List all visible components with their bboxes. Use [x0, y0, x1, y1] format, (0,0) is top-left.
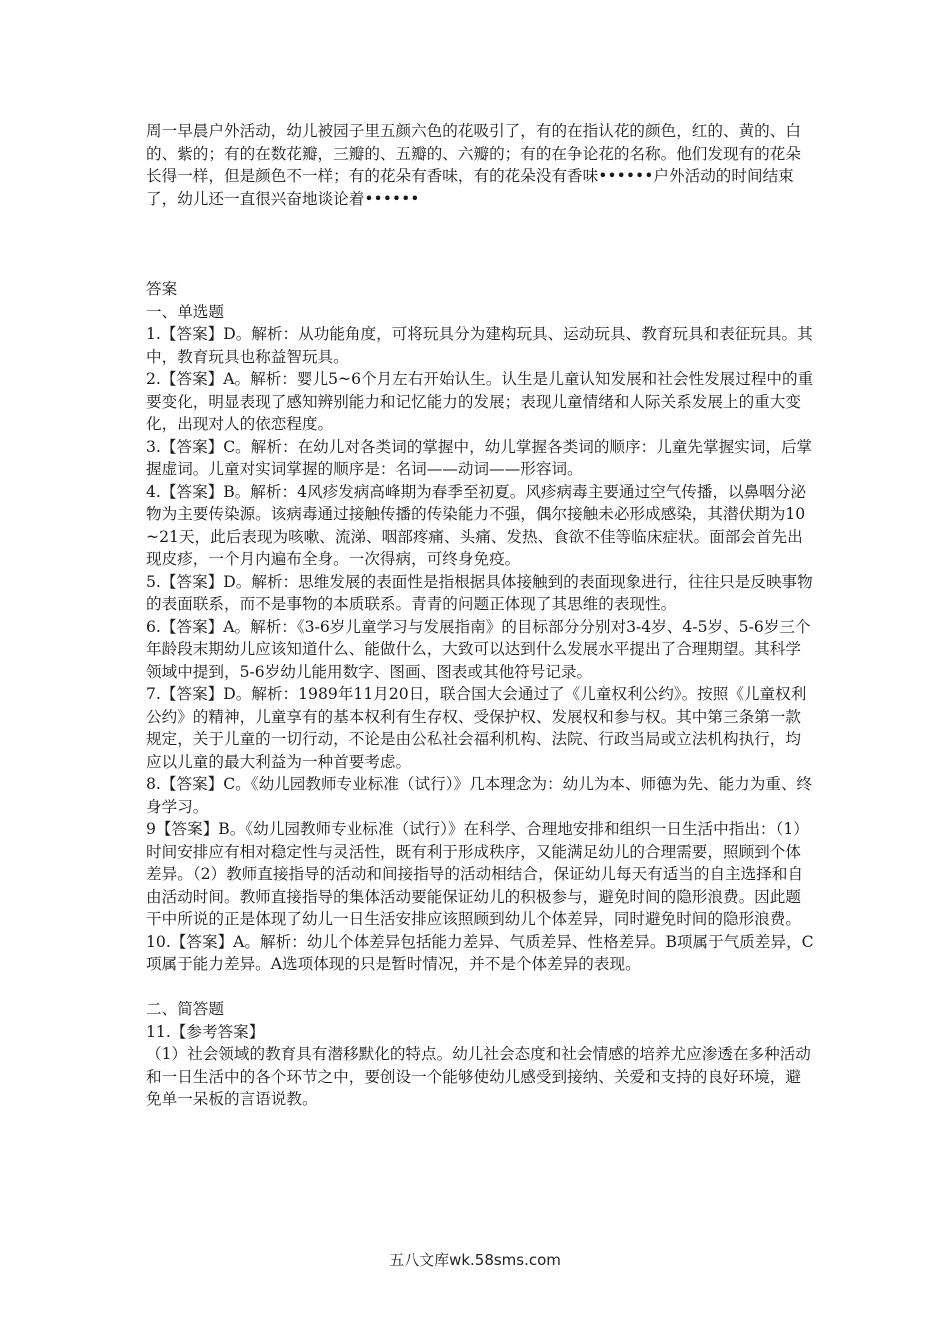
- answer-item-10: 10.【答案】A。解析：幼儿个体差异包括能力差异、气质差异、性格差异。B项属于气质差异，C项属于能力差异。A选项体现的只是暂时情况，并不是个体差异的表现。: [146, 932, 814, 973]
- answer-item-11-label: 11.【参考答案】: [146, 1022, 265, 1041]
- answer-item-3: 3.【答案】C。解析：在幼儿对各类词的掌握中，幼儿掌握各类词的顺序：儿童先掌握实词，后掌握虚词。儿童对实词掌握的顺序是：名词——动词——形容词。: [146, 437, 813, 478]
- answer-item-6: 6.【答案】A。解析：《3-6岁儿童学习与发展指南》的目标部分分别对3-4岁、4-5岁、5-6岁三个年龄段末期幼儿应该知道什么、能做什么，大致可以达到什么发展水平提出了合理期望。其科学领域中提到，5-6岁幼儿能用数字、图画、图表或其他符号记录。: [146, 617, 811, 681]
- answer-item-2: 2.【答案】A。解析：婴儿5~6个月左右开始认生。认生是儿童认知发展和社会性发展过程中的重要变化，明显表现了感知辨别能力和记忆能力的发展；表现儿童情绪和人际关系发展上的重大变化，出现对人的依恋程度。: [146, 370, 814, 433]
- answer-item-8: 8.【答案】C。《幼儿园教师专业标准（试行）》几本理念为：幼儿为本、师德为先、能力为重、终身学习。: [146, 775, 813, 816]
- answer-item-5: 5.【答案】D。解析：思维发展的表面性是指根据具体接触到的表面现象进行，往往只是反映事物的表面联系，而不是事物的本质联系。青青的问题正体现了其思维的表现性。: [146, 572, 813, 613]
- answer-item-7: 7.【答案】D。解析：1989年11月20日，联合国大会通过了《儿童权利公约》。按照《儿童权利公约》的精神，儿童享有的基本权利有生存权、受保护权、发展权和参与权。其中第三条第一款规定，关于儿童的一切行动，不论是由公私社会福利机构、法院、行政当局或立法机构执行，均应以儿童的最大利益为一种首要考虑。: [146, 685, 807, 771]
- intro-paragraph: 周一早晨户外活动，幼儿被园子里五颜六色的花吸引了，有的在指认花的颜色，红的、黄的、白的、紫的；有的在数花瓣，三瓣的、五瓣的、六瓣的；有的在争论花的名称。他们发现有的花朵长得一样，但是颜色不一样；有的花朵有香味，有的花朵没有香味••••••户外活动的时间结束了，幼儿还一直很兴奋地谈论着••••••: [146, 122, 801, 208]
- answers-heading: 答案: [146, 280, 178, 298]
- section-spacer: [146, 976, 814, 999]
- answer-item-9: 9【答案】B。《幼儿园教师专业标准（试行）》在科学、合理地安排和组织一日生活中指出：（1）时间安排应有相对稳定性与灵活性，既有利于形成秩序，又能满足幼儿的合理需要，照顾到个体差异。（2）教师直接指导的活动和间接指导的活动相结合，保证幼儿每天有适当的自主选择和自由活动时间。教师直接指导的集体活动要能保证幼儿的积极参与，避免时间的隐形浪费。因此题干中所说的正是体现了幼儿一日生活安排应该照顾到幼儿个体差异，同时避免时间的隐形浪费。: [146, 820, 809, 928]
- answer-item-11-text: （1）社会领域的教育具有潜移默化的特点。幼儿社会态度和社会情感的培养尤应渗透在多种活动和一日生活中的各个环节之中，要创设一个能够使幼儿感受到接纳、关爱和支持的良好环境，避免单一呆板的言语说教。: [146, 1045, 811, 1108]
- page-footer: 五八文库wk.58sms.com: [389, 1251, 561, 1269]
- document-page: [146, 0, 814, 1344]
- answer-item-1: 1.【答案】D。解析：从功能角度，可将玩具分为建构玩具、运动玩具、教育玩具和表征玩具。其中，教育玩具也称益智玩具。: [146, 325, 813, 366]
- section-title-short-answer: 二、简答题: [146, 1000, 224, 1018]
- answers-section: [146, 278, 814, 1111]
- answer-item-4: 4.【答案】B。解析：4风疹发病高峰期为春季至初夏。风疹病毒主要通过空气传播，以鼻咽分泌物为主要传染源。该病毒通过接触传播的传染能力不强，偶尔接触未必形成感染，其潜伏期为10~21天，此后表现为咳嗽、流涕、咽部疼痛、头痛、发热、食欲不佳等临床症状。面部会首先出现皮疹，一个月内遍布全身。一次得病，可终身免疫。: [146, 482, 807, 568]
- intro-section: [146, 120, 814, 210]
- section-title-single-choice: 一、单选题: [146, 302, 224, 321]
